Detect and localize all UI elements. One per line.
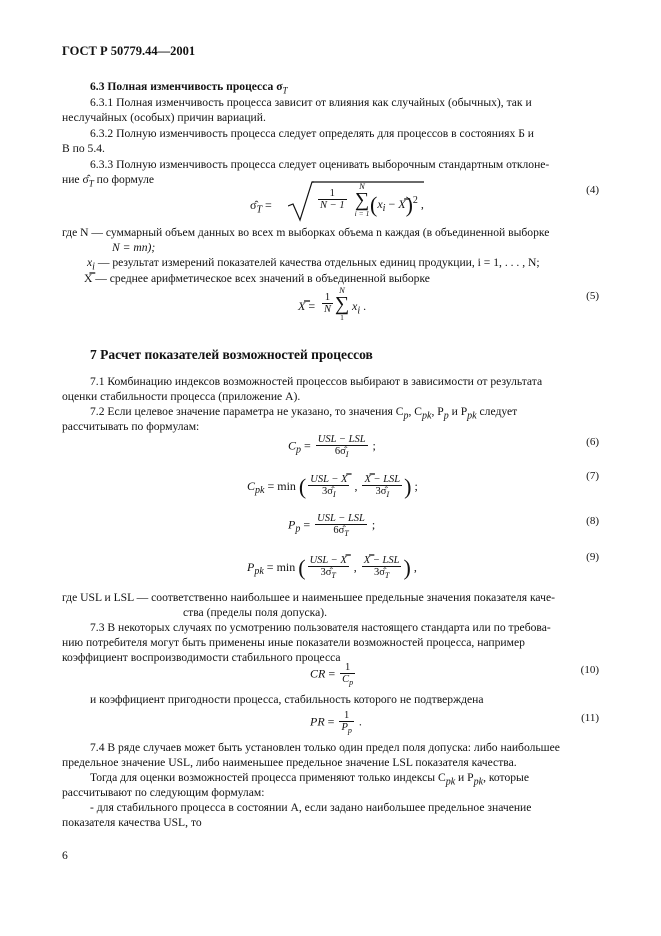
para-7-3-line1: 7.3 В некоторых случаях по усмотрению пользователя настоящего стандарта или по требова- (90, 621, 551, 634)
eq: = (300, 517, 314, 532)
equation-9: $P_{pk} = \min$ ( $\frac{\text{USL − X̿}}{3\sigmâ_T}$ , $\frac{\text{X̿ − LSL}}{3\sigmâ_T}$ ) , (247, 555, 417, 581)
s: pk (422, 410, 432, 422)
para-7-1-line1: 7.1 Комбинацию индексов возможностей процессов выбирают в зависимости от результата (90, 375, 543, 388)
eq: = (325, 666, 339, 681)
den (315, 525, 367, 538)
sum-bot: 1 (340, 313, 344, 322)
fraction-1 (308, 555, 349, 580)
num: 1 (318, 188, 347, 200)
eq5-fraction (322, 292, 333, 315)
den-sub: I (332, 490, 336, 500)
s: p (403, 410, 409, 422)
den-text: 6σ̂ (334, 446, 346, 457)
para-7-2-line1 (90, 405, 517, 421)
den (316, 446, 368, 459)
t: и P (448, 405, 468, 418)
lhs: C (288, 438, 297, 453)
equation-5-number: (5) (586, 290, 599, 302)
fraction-2 (362, 555, 402, 580)
eq: = (301, 438, 314, 453)
where-4-line3 (87, 256, 540, 272)
sum-top: N (339, 285, 345, 295)
num: X̿ − LSL (364, 474, 401, 486)
para-7-4-line5: - для стабильного процесса в состоянии А, если задано наибольшее предельное значение (90, 801, 532, 814)
lhs: P (247, 559, 255, 574)
eq4-fraction (318, 188, 347, 211)
para-6-3-3-line2 (62, 173, 154, 188)
tail: ; (369, 438, 376, 453)
den-text: 3σ̂ (373, 567, 385, 579)
lhs: P (288, 517, 296, 532)
sum-bot: i = 1 (354, 209, 370, 218)
tail: , (417, 196, 424, 211)
para-7-4-line3 (90, 771, 529, 787)
s: pk (445, 776, 456, 788)
den (308, 567, 349, 580)
eq: = (324, 714, 338, 729)
den (340, 674, 355, 687)
equation-6 (288, 434, 376, 459)
t: , которые (483, 771, 529, 784)
lhs: CR (310, 666, 326, 681)
tail: , (410, 559, 417, 574)
fraction (315, 513, 367, 538)
den-sub: T (331, 571, 336, 581)
para-7-4-line4: рассчитывают по следующим формулам: (62, 786, 265, 799)
equation-7: $C_{pk} = \min$ ( $\frac{\text{USL − X̿}}{3\sigmâ_I}$ , $\frac{\text{X̿ − LSL}}{3\sigmâ_I}$ ) ; (247, 474, 418, 500)
den-text: 3σ̂ (322, 486, 333, 498)
eq4-body: ($x_i$ − X̿)$^2$ , (370, 192, 424, 217)
equation-11 (310, 710, 362, 735)
fraction (316, 434, 368, 459)
sum-top: N (359, 181, 365, 191)
para-6-3-1-line1: 6.3.1 Полная изменчивость процесса зависит от влияния как случайных (обычных), так и (90, 96, 532, 109)
t: следует (476, 405, 518, 418)
den-text: 3σ̂ (375, 486, 387, 498)
text: ние σ̂ (62, 173, 89, 186)
num: 1 (340, 662, 355, 674)
xi-sub: i (382, 203, 386, 215)
fraction (339, 710, 353, 735)
eq: = (305, 299, 316, 313)
t: , P (431, 405, 444, 418)
den-sub: p (347, 726, 352, 736)
fraction-2 (362, 474, 402, 499)
den-text: P (341, 722, 348, 733)
tail: . (355, 714, 362, 729)
para-6-3-1-line2: неслучайных (особых) причин вариаций. (62, 111, 266, 124)
equation-8-number: (8) (586, 515, 599, 527)
t: , C (408, 405, 423, 418)
den-text: 6σ̂ (333, 525, 345, 536)
den-sub: T (344, 529, 349, 539)
t: и P (455, 771, 474, 784)
sqrt-sign (288, 180, 314, 222)
tail: ; (368, 517, 376, 532)
den (362, 567, 402, 580)
para-7-4-line6: показателя качества USL, то (62, 816, 202, 829)
equation-9-number: (9) (586, 551, 599, 563)
xi: x (87, 256, 93, 269)
equation-10 (310, 662, 357, 687)
s: pk (473, 776, 484, 788)
num: USL − X̿ (309, 555, 347, 567)
fraction (340, 662, 355, 687)
para-7-4-line1: 7.4 В ряде случаев может быть установлен только один предел поля допуска: либо наибольшее (90, 741, 560, 754)
den: N (324, 304, 332, 315)
num: 1 (322, 292, 333, 304)
t: 7.2 Если целевое значение параметра не указано, то значения C (90, 405, 404, 418)
equation-8 (288, 513, 375, 538)
den-sub: p (349, 678, 354, 688)
den (308, 486, 349, 499)
den-text: 3σ̂ (320, 567, 332, 579)
sum-symbol: N ∑ i = 1 (354, 181, 370, 218)
xi-sub: i (92, 261, 95, 273)
num: USL − LSL (317, 434, 366, 445)
num: USL − X̿ (310, 474, 348, 486)
para-7-3-line2: нию потребителя могут быть применены иные показатели возможностей процесса, например (62, 636, 525, 649)
lhs-sub: p (295, 523, 301, 535)
para-between: и коэффициент пригодности процесса, стабильность которого не подтверждена (90, 693, 484, 706)
s: p (443, 410, 449, 422)
num: USL − LSL (317, 513, 365, 524)
where-9-line2: ства (пределы поля допуска). (183, 606, 328, 619)
tail: . (360, 299, 367, 313)
minus: − (385, 196, 399, 211)
eq-lhs-sub: T (256, 204, 263, 216)
t: Тогда для оценки возможностей процесса применяют только индексы C (90, 771, 446, 784)
sub: T (88, 178, 94, 189)
comma: , (351, 478, 361, 493)
equation-11-number: (11) (581, 712, 599, 724)
equation-6-number: (6) (586, 436, 599, 448)
den-sub: T (384, 571, 390, 581)
where-4-line4: X̿ — среднее арифметическое всех значений в объединенной выборке (84, 272, 430, 285)
num: X̿ − LSL (363, 555, 400, 567)
sum-symbol: N ∑ 1 (334, 285, 350, 322)
num: 1 (339, 710, 353, 722)
para-6-3-2-line1: 6.3.2 Полную изменчивость процесса следует определять для процессов в состояниях Б и (90, 127, 534, 140)
para-7-1-line2: оценки стабильности процесса (приложение А). (62, 390, 301, 403)
xi: x (377, 196, 383, 211)
section-title-text: 6.3 Полная изменчивость процесса σ (90, 80, 283, 93)
para-7-3-line3: коэффициент воспроизводимости стабильного процесса (62, 651, 341, 664)
comma: , (350, 559, 360, 574)
equation-7-number: (7) (586, 470, 599, 482)
para-6-3-3-line1: 6.3.3 Полную изменчивость процесса следует оценивать выборочным стандартным отклоне- (90, 158, 550, 171)
page-number: 6 (62, 849, 68, 862)
lhs-sub: pk (255, 485, 265, 497)
xi-sub: i (357, 305, 361, 317)
where-4-line2: N = mn); (112, 241, 156, 254)
den-sub: I (386, 490, 390, 500)
den: N − 1 (320, 200, 345, 211)
para-6-3-2-line2: В по 5.4. (62, 142, 105, 155)
fraction-1 (308, 474, 349, 499)
where-9-line1: где USL и LSL — соответственно наибольшее и наименьшее предельные значения показателя каче- (62, 591, 555, 604)
section-6-3-title (90, 80, 288, 95)
lhs-sub: pk (254, 566, 264, 578)
equation-4-number: (4) (586, 184, 599, 196)
para-7-2-line2: рассчитывать по формулам: (62, 420, 200, 433)
section-title-sub: T (282, 85, 288, 96)
lhs-sub: p (296, 444, 302, 456)
section-7-title: 7 Расчет показателей возможностей процессов (90, 347, 373, 362)
tail: ; (411, 478, 418, 493)
eq: = min (264, 478, 299, 493)
den-sub: I (345, 450, 349, 460)
text: по формуле (93, 173, 155, 186)
eq-sign: = (262, 198, 272, 212)
para-7-4-line2: предельное значение USL, либо наименьшее предельное значение LSL показателя качества. (62, 756, 517, 769)
den (339, 722, 353, 735)
den (362, 486, 402, 499)
xbar: X̿ (398, 196, 406, 211)
where-4-line1: где N — суммарный объем данных во всех m выборках объема n каждая (в объединенной выборке (62, 226, 550, 239)
lhs: C (247, 478, 256, 493)
lhs: X̿ (298, 299, 306, 313)
equation-10-number: (10) (580, 664, 599, 676)
text: — результат измерений показателей качества отдельных единиц продукции, i = 1, . . . , N; (94, 256, 540, 269)
pow: 2 (412, 194, 418, 206)
eq-lhs: σ̂ (250, 198, 257, 212)
xi: x (352, 299, 358, 313)
den-text: C (342, 674, 350, 685)
s: pk (467, 410, 477, 422)
eq: = min (263, 559, 299, 574)
document-header: ГОСТ Р 50779.44—2001 (62, 44, 196, 58)
lhs: PR (310, 714, 325, 729)
